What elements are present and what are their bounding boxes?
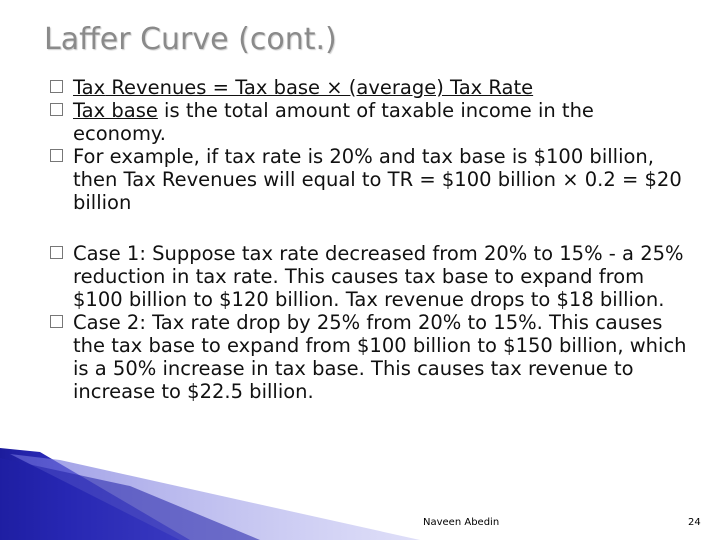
bullet-box-icon [50,149,63,162]
footer-author: Naveen Abedin [423,517,500,528]
case-1-text: Case 1: Suppose tax rate decreased from 20% to 15% - a 25% reduction in tax rate. This causes tax base to expand from $100 billion to $120 billion. Tax revenue drops to $18 billion. [73,242,684,311]
footer-page-number: 24 [688,517,701,528]
slide-title: Laffer Curve (cont.) [44,22,337,57]
example-text: For example, if tax rate is 20% and tax base is $100 billion, then Tax Revenues will equal to TR = $100 billion × 0.2 = $20 billion [73,145,682,214]
spacer [50,214,690,242]
footer-decoration [0,448,720,540]
tax-word: Tax [73,76,106,99]
case-2-text: Case 2: Tax rate drop by 25% from 20% to 15%. This causes the tax base to expand from $100 billion to $150 billion, which is a 50% increase in tax base. This causes tax revenue to increase to $22.5 billion. [73,311,687,403]
bullet-box-icon [50,246,63,259]
formula-rest: Revenues = Tax base × (average) Tax Rate [105,76,534,99]
tax-revenues-formula [73,76,533,99]
tax-base-term: Tax base [73,99,158,122]
bullet-box-icon [50,315,63,328]
bullet-tax-revenues [50,76,690,99]
bullet-list [50,76,690,403]
bullet-case-1 [50,242,690,311]
bullet-tax-base [50,99,690,145]
bullet-example [50,145,690,214]
bullet-box-icon [50,103,63,116]
bullet-case-2 [50,311,690,403]
tax-base-definition: is the total amount of taxable income in the economy. [73,99,594,145]
bullet-box-icon [50,80,63,93]
